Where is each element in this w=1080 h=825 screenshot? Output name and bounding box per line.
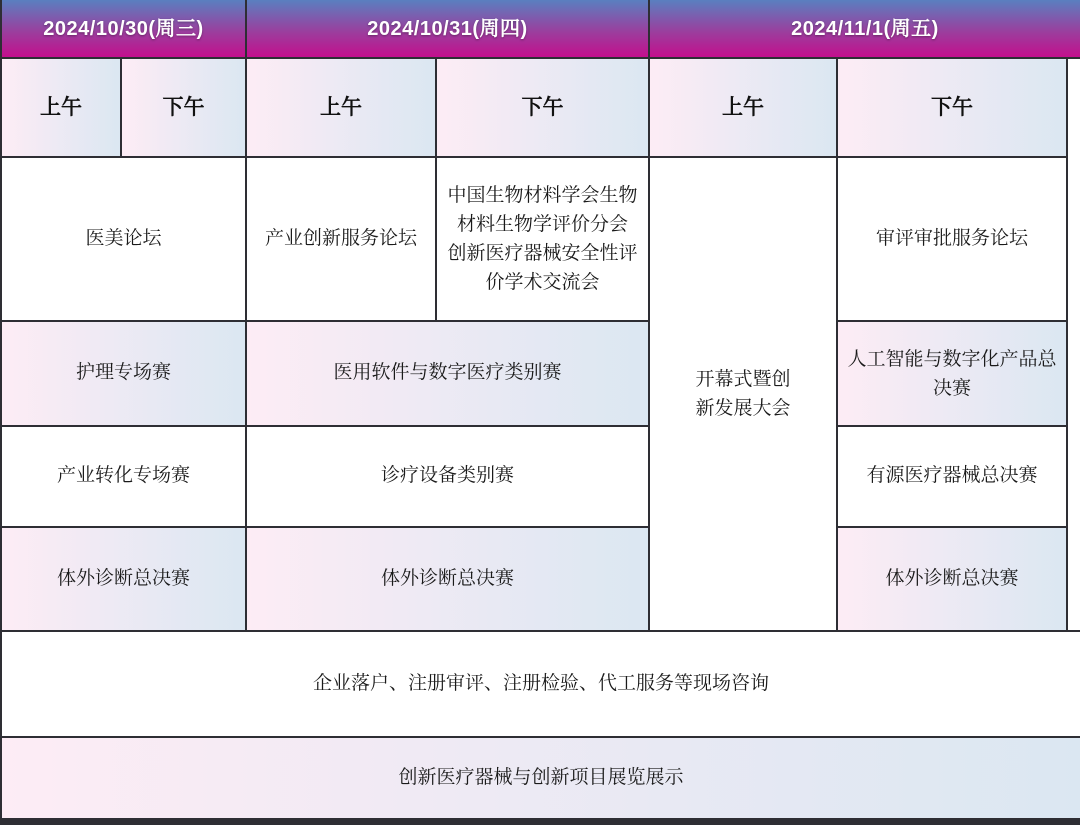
subheader-day2-afternoon: 下午 [437,59,648,156]
event-biomaterials-symposium [437,158,648,320]
event-ivd-final-day1: 体外诊断总决赛 [2,528,245,630]
header-date-wednesday: 2024/10/30(周三) [2,0,245,57]
event-diagnostic-treatment-equipment-category: 诊疗设备类别赛 [247,427,648,526]
event-title-line: 中国生物材料学会生物 [447,185,638,206]
header-date-thursday: 2024/10/31(周四) [247,0,648,57]
event-title-line: 创新医疗器械安全性评 [447,243,638,264]
event-ai-digital-product-final [838,322,1066,425]
event-review-approval-service-forum: 审评审批服务论坛 [838,158,1066,320]
event-title-line: 价学术交流会 [485,272,600,293]
subheader-day3-morning: 上午 [650,59,836,156]
event-ivd-final-day2: 体外诊断总决赛 [247,528,648,630]
event-medical-software-digital-health-category: 医用软件与数字医疗类别赛 [247,322,648,425]
event-active-medical-device-final: 有源医疗器械总决赛 [838,427,1066,526]
event-onsite-consultation: 企业落户、注册审评、注册检验、代工服务等现场咨询 [2,632,1080,736]
subheader-day1-morning: 上午 [2,59,120,156]
event-nursing-special-contest: 护理专场赛 [2,322,245,425]
event-industry-transformation-special-contest: 产业转化专场赛 [2,427,245,526]
subheader-day1-afternoon: 下午 [122,59,245,156]
event-innovation-exhibition: 创新医疗器械与创新项目展览展示 [2,738,1080,818]
event-title-line: 新发展大会 [695,398,791,419]
event-industry-innovation-service-forum: 产业创新服务论坛 [247,158,435,320]
header-date-friday: 2024/11/1(周五) [650,0,1080,57]
event-opening-ceremony-innovation-conference [650,158,836,630]
event-title-line: 决赛 [932,377,971,399]
subheader-day2-morning: 上午 [247,59,435,156]
event-title-line: 人工智能与数字化产品总 [847,348,1057,370]
subheader-day3-afternoon: 下午 [838,59,1066,156]
event-medical-aesthetics-forum: 医美论坛 [2,158,245,320]
event-title-line: 材料生物学评价分会 [456,214,628,235]
right-margin-spacer [1068,59,1080,630]
event-title-line: 开幕式暨创 [695,369,791,390]
event-ivd-final-day3: 体外诊断总决赛 [838,528,1066,630]
